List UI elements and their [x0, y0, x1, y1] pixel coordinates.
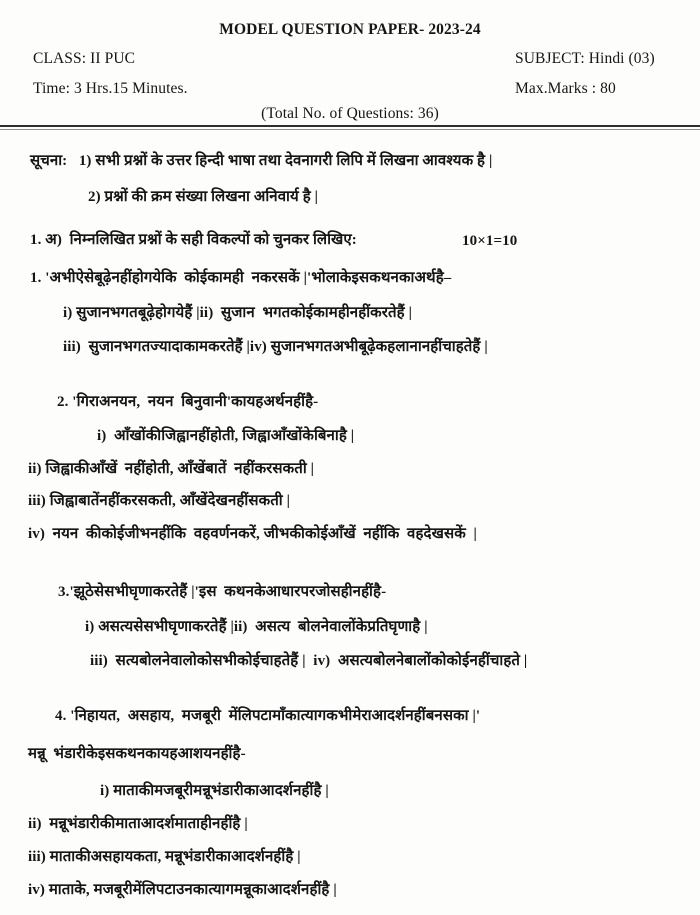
q2-stem: 2. 'गिराअनयन, नयन बिनुवानी'कायहअर्थनहींहै- — [57, 394, 319, 410]
header-divider-rule — [0, 125, 700, 130]
q3-options-row-2: iii) सत्यबोलनेवालोकोसभीकोईचाहतेहैं | iv) असत्यबोलनेबालोंकोकोईनहींचाहते | — [90, 653, 528, 669]
instruction-line-1: सूचना: 1) सभी प्रश्नों के उत्तर हिन्दी भाषा तथा देवनागरी लिपि में लिखना आवश्यक है | — [30, 153, 493, 169]
time-label: Time: 3 Hrs.15 Minutes. — [33, 80, 188, 97]
q4-option-4: iv) माताके, मजबूरीमेंलिपटाउनकात्यागमन्नूकाआदर्शनहींहै | — [28, 882, 337, 898]
q2-option-2: ii) जिह्वाकीआँखें नहींहोती, आँखेंबातें नहींकरसकती | — [28, 461, 315, 477]
q4-option-1: i) माताकीमजबूरीमन्नूभंडारीकाआदर्शनहींहै | — [100, 783, 329, 799]
q1-options-row-1: i) सुजानभगतबूढ़ेहोगयेहैं |ii) सुजान भगतकोईकामहीनहींकरतेहैं | — [63, 305, 413, 321]
total-questions-label: (Total No. of Questions: 36) — [261, 105, 439, 122]
q2-option-3: iii) जिह्वाबातेंनहींकरसकती, आँखेंदेखनहींसकती | — [28, 493, 290, 509]
section-heading: 1. अ) निम्नलिखित प्रश्नों के सही विकल्पों को चुनकर लिखिए: — [30, 232, 357, 248]
paper-title: MODEL QUESTION PAPER- 2023-24 — [219, 21, 481, 38]
instruction-line-2: 2) प्रश्नों की क्रम संख्या लिखना अनिवार्य है | — [88, 189, 319, 205]
divider-line-light — [0, 129, 700, 130]
class-label: CLASS: II PUC — [33, 50, 136, 67]
q1-stem: 1. 'अभीऐसेबूढ़ेनहींहोगयेकि कोईकामही नकरसकें |'भोलाकेइसकथनकाअर्थहै– — [30, 270, 452, 286]
q2-option-1: i) आँखोंकीजिह्वानहींहोती, जिह्वाआँखोंकेबिनाहै | — [97, 428, 355, 444]
section-marks: 10×1=10 — [462, 233, 518, 249]
divider-line-dark — [0, 125, 700, 127]
q4-stem: 4. 'निहायत, असहाय, मजबूरी मेंलिपटामाँकात्यागकभीमेराआदर्शनहींबनसका |' — [55, 708, 481, 724]
q4-option-2: ii) मन्नूभंडारीकीमाताआदर्शमाताहीनहींहै | — [28, 816, 248, 832]
q1-options-row-2: iii) सुजानभगतज्यादाकामकरतेहैं |iv) सुजानभगतअभीबूढ़ेकहलानानहींचाहतेहैं | — [63, 339, 488, 355]
q4-option-3: iii) माताकीअसहायकता, मन्नूभंडारीकाआदर्शनहींहै | — [28, 849, 301, 865]
q4-stem-line-2: मन्नू भंडारीकेइसकथनकायहआशयनहींहै- — [28, 746, 246, 762]
marks-label: Max.Marks : 80 — [515, 80, 616, 97]
q2-option-4: iv) नयन कीकोईजीभनहींकि वहवर्णनकरें, जीभकीकोईआँखें नहींकि वहदेखसकें | — [28, 526, 477, 542]
subject-label: SUBJECT: Hindi (03) — [515, 50, 655, 67]
q3-options-row-1: i) असत्यसेसभीघृणाकरतेहैं |ii) असत्य बोलनेवालोंकेप्रतिघृणाहै | — [85, 619, 428, 635]
q3-stem: 3.'झूठेसेसभीघृणाकरतेहैं |'इस कथनकेआधारपरजोसहीनहींहै- — [58, 584, 387, 600]
